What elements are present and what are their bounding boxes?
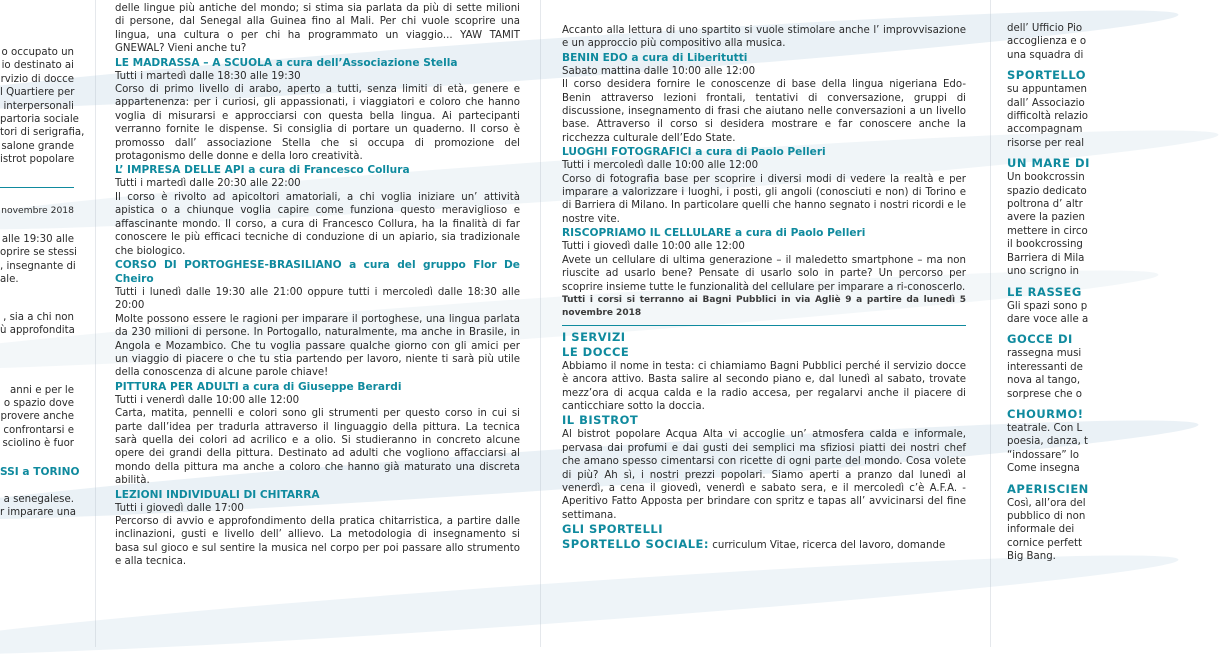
text-line: sorprese che o	[1007, 388, 1083, 400]
section-heading: CHOURMO!	[1007, 406, 1084, 421]
text-line: o occupato un	[1, 47, 74, 58]
course-title: LE MADRASSA – A SCUOLA a cura dell’Associazione Stella	[115, 56, 458, 69]
divider	[562, 325, 966, 326]
course-schedule: Tutti i martedì dalle 20:30 alle 22:00	[115, 178, 301, 190]
text-line: oprire se stessi	[0, 247, 78, 259]
service-title: LE DOCCE	[562, 344, 630, 359]
course-title: LUOGHI FOTOGRAFICI a cura di Paolo Pelleri	[562, 146, 826, 159]
course-schedule: Tutti i lunedì dalle 19:30 alle 21:00 oppure tutti i mercoledì dalle 18:30 alle 20:00	[115, 286, 520, 312]
text-line: su appuntamen	[1007, 84, 1087, 96]
course-title: CORSO DI PORTOGHESE-BRASILIANO a cura del gruppo Flor De Cheiro	[115, 258, 520, 285]
course-schedule: Tutti i venerdì dalle 10:00 alle 12:00	[115, 394, 300, 406]
text-line: provere anche	[0, 411, 74, 423]
text-line: Come insegna	[1007, 463, 1080, 475]
text-line: Così, all’ora del	[1007, 497, 1086, 509]
text-line: , insegnante di	[0, 260, 76, 272]
section-heading: I SERVIZI	[562, 329, 626, 344]
text-line: rassegna musi	[1007, 348, 1082, 360]
fold-line	[540, 0, 541, 647]
text-line: confrontarsi e	[3, 424, 74, 436]
text-line: o spazio dove	[3, 397, 74, 409]
text-line: sciolino è fuor	[2, 438, 74, 450]
text-line: poesia, danza, t	[1007, 436, 1089, 448]
text-line: poltrona d’ altr	[1007, 199, 1083, 211]
course-title: PITTURA PER ADULTI a cura di Giuseppe Berardi	[115, 380, 402, 393]
course-description: Corso di primo livello di arabo, aperto a tutti, senza limiti di età, genere e appartenenza: per i curiosi, gli appassionati, i viaggiatori e coloro che hanno voglia di misurarsi e approcciarsi con questa bella lingua. Ai partecipanti verranno fornite le dispense. Si consiglia di portare un quaderno. Il corso è promosso dall’ associazione Stella che si occupa di promozione del protagonismo delle donne e della loro creatività.	[115, 84, 520, 163]
location-note: Tutti i corsi si terranno ai Bagni Pubblici in via Agliè 9 a partire da lunedì 5 novembre 2018	[562, 294, 966, 319]
text-line: pubblico di non	[1007, 510, 1086, 522]
text-line: anni e per le	[10, 384, 74, 396]
text-line: l Quartiere per	[0, 87, 75, 99]
text-line: a senegalese.	[3, 493, 74, 505]
text-line: accoglienza e o	[1007, 36, 1087, 48]
text-line: Big Bang.	[1007, 551, 1056, 563]
course-title: L’ IMPRESA DELLE API a cura di Francesco Collura	[115, 164, 410, 177]
text-line: dall’ Associazio	[1007, 97, 1085, 109]
section-heading: LE RASSEG	[1007, 284, 1082, 299]
course-title: BENIN EDO a cura di Liberitutti	[562, 51, 748, 64]
service-title: GLI SPORTELLI	[562, 522, 664, 537]
text-line: mettere in circo	[1007, 225, 1088, 237]
column-right-partial	[1007, 22, 1090, 564]
fold-line	[95, 0, 96, 647]
text-line: rvizio di docce	[0, 73, 74, 85]
text-line: Barriera di Mila	[1007, 252, 1085, 264]
text-line: ale.	[0, 274, 19, 286]
text-line: io destinato ai	[1, 60, 74, 72]
text-line: cornice perfett	[1007, 537, 1083, 549]
text-line: alle 19:30 alle	[1, 234, 74, 246]
section-heading: UN MARE DI	[1007, 156, 1090, 171]
paragraph: delle lingue più antiche del mondo; si stima sia parlata da più di sette milioni di persone, dal Senegal alla Guinea fino al Mali. Per chi vuole scoprire una lingua, una cultura o per chi ha programmato un viaggio... YAW TAMIT GNEWAL? Vieni anche tu?	[115, 3, 520, 55]
text-line: partoria sociale	[0, 114, 79, 126]
text-line: “indossare” lo	[1007, 449, 1079, 461]
text-line: , sia a chi non	[3, 311, 74, 323]
course-description: Carta, matita, pennelli e colori sono gli strumenti per questo corso in cui si parte dall’idea per tradurla attraverso il linguaggio della pittura. La tecnica sarà quella dei colori ad acrilico e a olio. Si studieranno in concreto alcune opere dei grandi della pittura. Destinato ad adulti che vogliono affacciarsi al mondo della pittura ma anche a coloro che hanno già maturato una discreta abilità.	[115, 408, 520, 487]
course-description: Il corso è rivolto ad apicoltori amatoriali, a chi voglia iniziare un’ attività apistica o a chiunque voglia capire come funziona questo meraviglioso e affascinante mondo. Il corso, a cura di Francesco Collura, ha la finalità di far conoscere le più efficaci tecniche di conduzione di un apiario, sia tradizionale che biologico.	[115, 191, 520, 257]
paragraph: Accanto alla lettura di uno spartito si vuole stimolare anche l’ improvvisazione e un approccio più compositivo alla musica.	[562, 25, 966, 50]
text-line: informale dei	[1007, 524, 1075, 536]
text-line: teatrale. Con L	[1007, 422, 1083, 434]
column-courses-2	[562, 24, 966, 647]
course-description: Avete un cellulare di ultima generazione – il maledetto smartphone – ma non riuscite ad usarlo bene? Pensate di usarlo solo in parte? Un percorso per scoprire insieme tutte le funzionalità del cellulare per imparare a ri-conoscerlo.	[562, 254, 966, 293]
text-line: uno scrigno in	[1007, 266, 1079, 278]
text-line: il bookcrossing	[1007, 239, 1083, 251]
course-schedule: Tutti i mercoledì dalle 10:00 alle 12:00	[562, 160, 759, 172]
course-description: Il corso desidera fornire le conoscenze di base della lingua nigeriana Edo-Benin attraverso lezioni frontali, tentativi di conversazione, gruppi di discussione, insegnamento di frasi che aiutano nelle conversazioni a un livello base. Attraverso il corso si desidera mostrare e far conoscere anche la ricchezza culturale dell’Edo State.	[562, 79, 966, 144]
service-description: Al bistrot popolare Acqua Alta vi accoglie un’ atmosfera calda e informale, pervasa dai profumi e dai gusti dei semplici ma sfiziosi piatti dei nostri chef che amano spesso cimentarsi con ricette di ogni parte del mondo. Cosa volete di più? Ah sì, i nostri prezzi popolari. Siamo aperti a pranzo dal lunedì al venerdì, a cena il giovedì, venerdì e sabato sera, e il mercoledì c’è A.F.A. - Aperitivo Fatto Apposta per brindare con spritz e tapas all’ avvicinarsi del fine settimana.	[562, 429, 966, 521]
section-heading: SPORTELLO	[1007, 68, 1087, 83]
text-line: tori di serigrafia,	[0, 127, 85, 139]
section-heading: APERISCIEN	[1007, 481, 1089, 496]
text-line: r imparare una	[0, 506, 76, 518]
text-line: Gli spazi sono p	[1007, 300, 1088, 312]
service-description: Abbiamo il nome in testa: ci chiamiamo Bagni Pubblici perché il servizio docce è ancora attivo. Basta salire al secondo piano e, dal lunedì al sabato, trovate mezz’ora di acqua calda e la radio accesa, per regalarvi anche il piacere di canticchiare sotto la doccia.	[562, 360, 966, 412]
date-line: novembre 2018	[1, 204, 74, 216]
fold-line	[990, 0, 991, 647]
section-heading: SSI a TORINO	[0, 465, 80, 478]
section-heading: GOCCE DI	[1007, 332, 1073, 347]
text-line: avere la pazien	[1007, 212, 1085, 224]
text-line: accompagnam	[1007, 124, 1083, 136]
service-description: SPORTELLO SOCIALE: curriculum Vitae, ricerca del lavoro, domande	[562, 537, 946, 552]
text-line: difficoltà relazio	[1007, 111, 1089, 123]
text-line: salone grande	[1, 140, 74, 152]
course-description: Molte possono essere le ragioni per imparare il portoghese, una lingua parlata da 230 milioni di persone. In Portogallo, naturalmente, ma anche in Brasile, in Angola e Mozambico. Che tu voglia passare qualche giorno con gli amici per un viaggio di piacere o che tu stia partendo per lavoro, niente ti sarà più utile della conoscenza di alcune parole chiave!	[115, 313, 520, 379]
column-left-partial	[0, 46, 85, 519]
divider	[0, 187, 74, 188]
text-line: Un bookcrossin	[1007, 172, 1085, 184]
text-line: interpersonali	[3, 100, 74, 112]
course-description: Corso di fotografia base per scoprire i diversi modi di vedere la realtà e per imparare a valorizzare i luoghi, i posti, gli angoli (conosciuti e non) di Torino e di Barriera di Milano. In particolare quelli che hanno segnato i nostri ricordi e le nostre vite.	[562, 173, 966, 225]
course-schedule: Sabato mattina dalle 10:00 alle 12:00	[562, 65, 756, 77]
column-courses-1	[115, 2, 520, 647]
text-line: dare voce alle a	[1007, 313, 1089, 325]
text-line: spazio dedicato	[1007, 185, 1087, 197]
text-line: ù approfondita	[0, 325, 75, 337]
service-title: IL BISTROT	[562, 413, 639, 428]
text-line: istrot popolare	[0, 154, 75, 166]
text-line: interessanti de	[1007, 361, 1083, 373]
text-line: nova al tango,	[1007, 375, 1081, 387]
course-title: RISCOPRIAMO IL CELLULARE a cura di Paolo Pelleri	[562, 227, 866, 240]
text-line: una squadra di	[1007, 49, 1084, 61]
course-description: Percorso di avvio e approfondimento della pratica chitarristica, a partire dalle inclinazioni, gusti e livello dell’ allievo. La metodologia di insegnamento si basa sul gioco e sul sentire la musica nel corpo per poi passare allo strumento e alla tecnica.	[115, 516, 520, 568]
text-line: dell’ Ufficio Pio	[1007, 23, 1083, 34]
course-schedule: Tutti i martedì dalle 18:30 alle 19:30	[115, 70, 301, 82]
course-schedule: Tutti i giovedì dalle 17:00	[115, 502, 244, 514]
course-title: LEZIONI INDIVIDUALI DI CHITARRA	[115, 488, 320, 501]
course-schedule: Tutti i giovedì dalle 10:00 alle 12:00	[562, 241, 745, 253]
text-line: risorse per real	[1007, 137, 1085, 149]
